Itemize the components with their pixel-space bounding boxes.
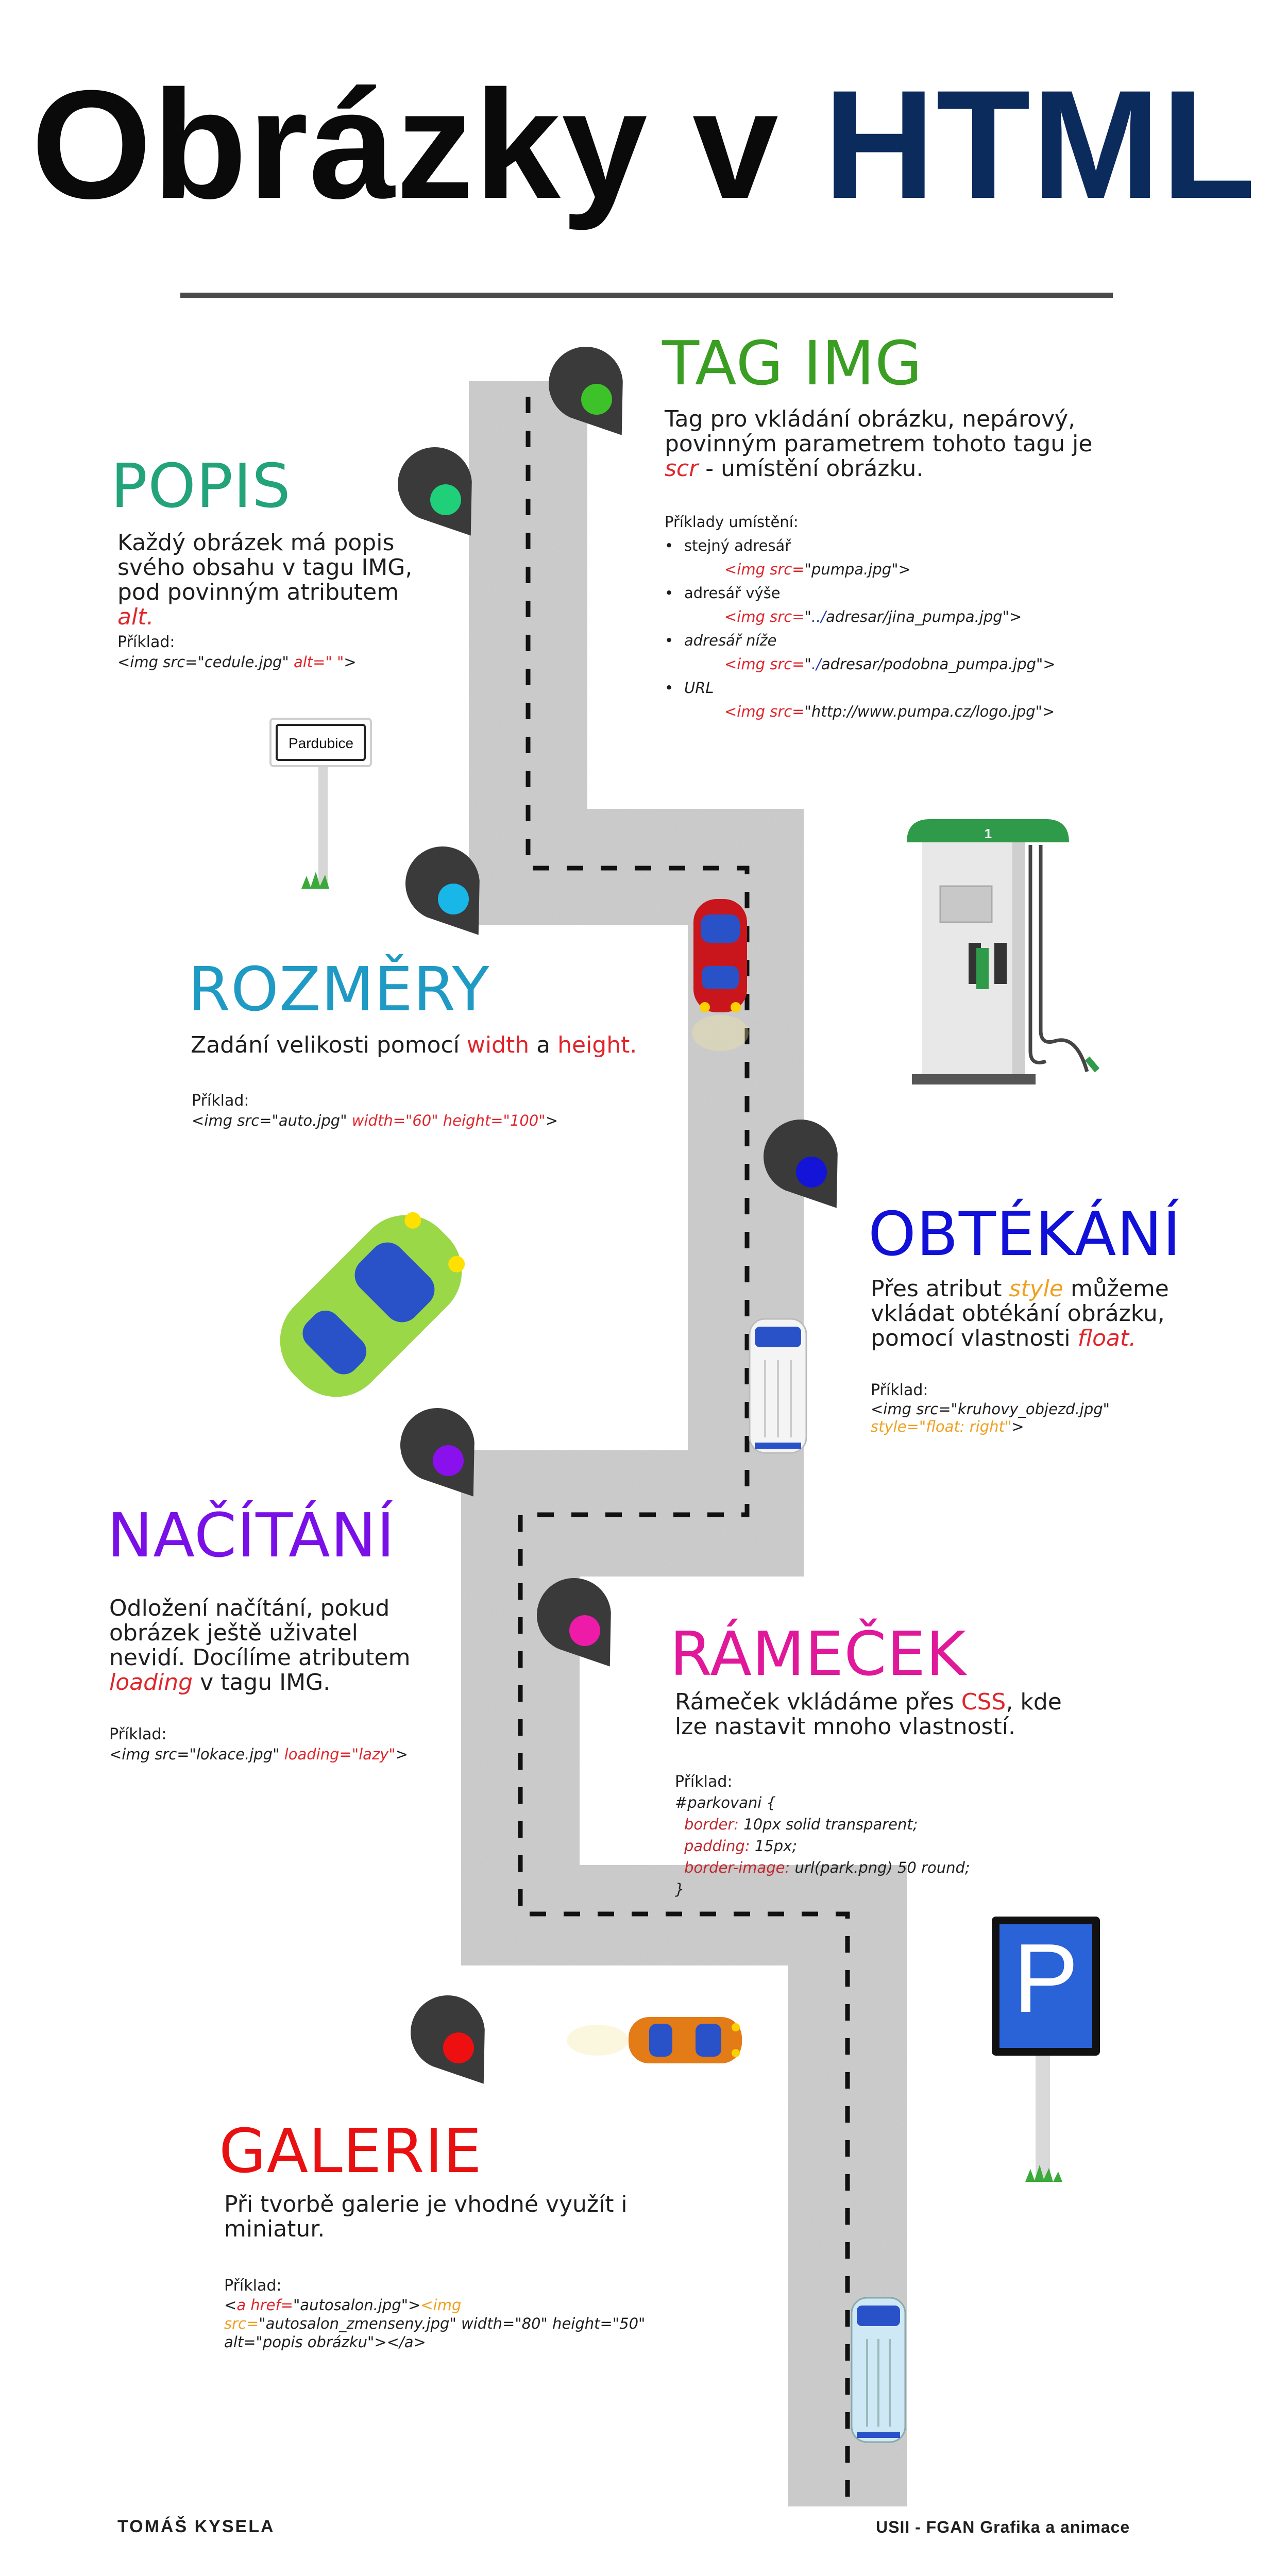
car-icon <box>750 1319 806 1453</box>
pump-number: 1 <box>984 826 992 841</box>
car-icon <box>567 2017 742 2063</box>
obtekani-description: Přes atribut style můžeme vkládat obtékání obrázku, pomocí vlastnosti float. <box>871 1276 1169 1351</box>
car-icon <box>692 899 749 1051</box>
location-pin-icon <box>396 1981 514 2105</box>
ramecek-example: Příklad: #parkovani { border: 10px solid transparent; padding: 15px; border-image: url(park.png) 50 round; } <box>675 1773 970 1898</box>
footer-author: TOMÁŠ KYSELA <box>117 2517 275 2536</box>
rozmery-example: Příklad: <img src="auto.jpg" width="60" height="100"> <box>192 1092 558 1129</box>
section-title-obtekani: OBTÉKÁNÍ <box>868 1198 1181 1269</box>
galerie-example: Příklad: <a href="autosalon.jpg"><img src="autosalon_zmenseny.jpg" width="80" height="50" alt="popis obrázku"></a> <box>224 2277 646 2351</box>
tag-img-description: Tag pro vkládání obrázku, nepárový, povinným parametrem tohoto tagu je scr - umístění obrázku. <box>665 406 1093 482</box>
fuel-pump-icon <box>907 819 1099 1084</box>
nacitani-description: Odložení načítání, pokud obrázek ještě uživatel nevidí. Docílíme atributem loading v tagu IMG. <box>109 1595 411 1696</box>
obtekani-example: Příklad: <img src="kruhovy_objezd.jpg" style="float: right"> <box>871 1381 1110 1435</box>
car-icon <box>852 2298 905 2442</box>
parking-sign-icon <box>992 1917 1100 2182</box>
ramecek-description: Rámeček vkládáme přes CSS, kde lze nastavit mnoho vlastností. <box>675 1689 1062 1740</box>
nacitani-example: Příklad: <img src="lokace.jpg" loading="lazy"> <box>109 1725 408 1763</box>
footer-course: USII - FGAN Grafika a animace <box>876 2518 1130 2536</box>
section-title-nacitani: NAČÍTÁNÍ <box>107 1500 395 1571</box>
car-icon <box>260 1195 482 1417</box>
rozmery-description: Zadání velikosti pomocí width a height. <box>191 1032 637 1058</box>
section-title-rozmery: ROZMĚRY <box>188 954 490 1025</box>
section-title-popis: POPIS <box>111 450 291 521</box>
section-title-ramecek: RÁMEČEK <box>670 1618 967 1689</box>
road-sign-icon <box>270 719 371 889</box>
galerie-description: Při tvorbě galerie je vhodné využít i miniatur. <box>224 2191 628 2242</box>
section-title-tag-img: TAG IMG <box>662 328 923 399</box>
title-accent: HTML <box>823 58 1257 231</box>
page-title: Obrázky v HTML <box>31 58 1257 231</box>
parking-letter: P <box>1013 1924 1079 2033</box>
sign-text: Pardubice <box>288 735 354 751</box>
section-title-galerie: GALERIE <box>219 2115 482 2187</box>
popis-description: Každý obrázek má popis svého obsahu v tagu IMG, pod povinným atributem alt. <box>117 530 413 630</box>
popis-example: Příklad: <img src="cedule.jpg" alt=" "> <box>117 633 357 671</box>
divider <box>180 293 1113 298</box>
tag-img-examples: Příklady umístění: • stejný adresář <img src="pumpa.jpg"> • adresář výše <img src="../adresar/jina_pumpa.jpg"> • adresář níže <img src="./adresar/podobna_pumpa.jpg"> • URL <img src="http://www.pumpa.cz/logo.jpg"> <box>665 510 1180 723</box>
